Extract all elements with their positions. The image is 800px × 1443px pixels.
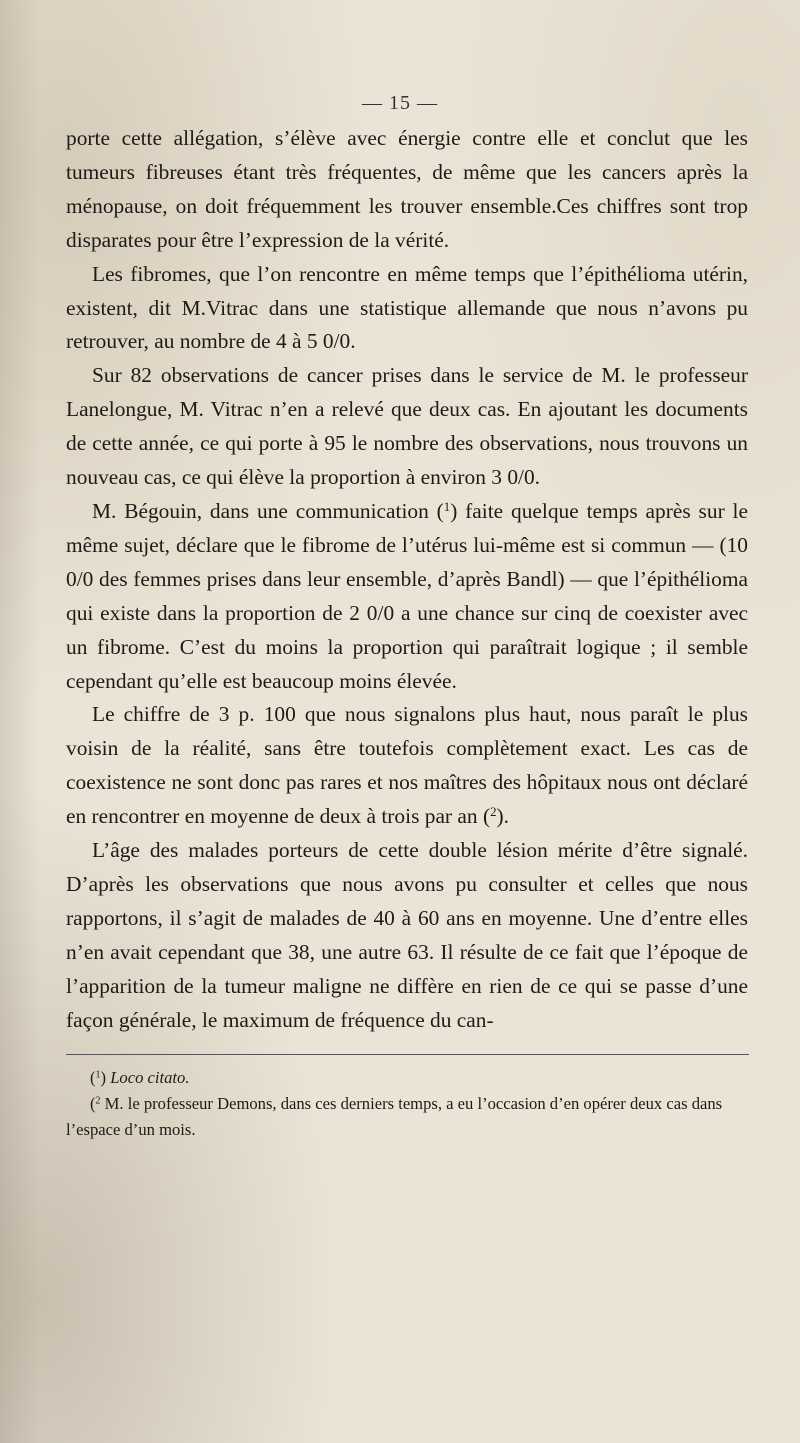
footnote-2-open: ( [90,1094,96,1113]
paragraph-continued: porte cette allégation, s’élève avec énergie contre elle et conclut que les tumeurs fibreuses étant très fréquentes, de même que les cancers après la ménopause, on doit fréquemment les trouver ensemble.Ces chiffres sont trop disparates pour être l’expression de la vérité. [66,126,748,252]
footnote-ref-2: 2 [490,805,497,820]
paragraph-age: L’âge des malades porteurs de cette double lésion mérite d’être signalé. D’après les observations que nous avons pu consulter et celles que nous rapportons, il s’agit de malades de 40 à 60 ans en moyenne. Une d’entre elles n’en avait cependant que 38, une autre 63. Il résulte de ce fait que l’époque de l’apparition de la tumeur maligne ne diffère en rien de ce qui se passe d’une façon générale, le maximum de fréquence du can- [66,838,748,1032]
footnote-1-open: ( [90,1068,96,1087]
footnote-2-text: M. le professeur Demons, dans ces derniers temps, a eu l’occasion d’en opérer deux cas dans l’espace d’un mois. [66,1094,723,1139]
footnotes [66,1065,748,1143]
footnote-2 [66,1091,748,1143]
paragraph-chiffre [66,698,748,834]
footnote-1 [66,1065,748,1091]
footnote-divider [66,1054,749,1055]
footnote-ref-1: 1 [443,499,451,514]
footnote-2-mark: 2 [95,1095,101,1107]
paragraph-begouin-text-a: M. Bégouin, dans une communication ( [92,498,444,523]
paragraph-observations: Sur 82 observations de cancer prises dans le service de M. le professeur Lanelongue, M. Vitrac n’en a relevé que deux cas. En ajoutant les documents de cette année, ce qui porte à 95 le nombre des observations, nous trouvons un nouveau cas, ce qui élève la proportion à environ 3 0/0. [66,363,748,490]
footnote-1-text: Loco citato. [110,1068,190,1087]
paragraph-begouin-text-b: ) faite quelque temps après sur le même sujet, déclare que le fibrome de l’utérus lui-même est si commun — (10 0/0 des femmes prises dans leur ensemble, d’après Bandl) — que l’épithélioma qui existe dans la proportion de 2 0/0 a une chance sur cinq de coexister avec un fibrome. C’est du moins la proportion qui paraîtrait logique ; il semble cependant qu’elle est beaucoup moins élevée. [66,498,748,693]
footnote-1-mark: 1 [95,1069,101,1081]
page-number: — 15 — [362,92,438,114]
footnote-1-close: ) [100,1068,111,1087]
paragraph-fibromes: Les fibromes, que l’on rencontre en même temps que l’épithélioma utérin, existent, dit M.Vitrac dans une statistique allemande que nous n’avons pu retrouver, au nombre de 4 à 5 0/0. [66,261,748,354]
paragraph-chiffre-text-a: Le chiffre de 3 p. 100 que nous signalons plus haut, nous paraît le plus voisin de la réalité, sans être toutefois complètement exact. Les cas de coexistence ne sont donc pas rares et nos maîtres des hôpitaux nous ont déclaré en rencontrer en moyenne de deux à trois par an ( [66,702,748,829]
body-text [66,122,748,1037]
paragraph-begouin [66,495,748,698]
paragraph-chiffre-text-b: ). [496,804,509,829]
